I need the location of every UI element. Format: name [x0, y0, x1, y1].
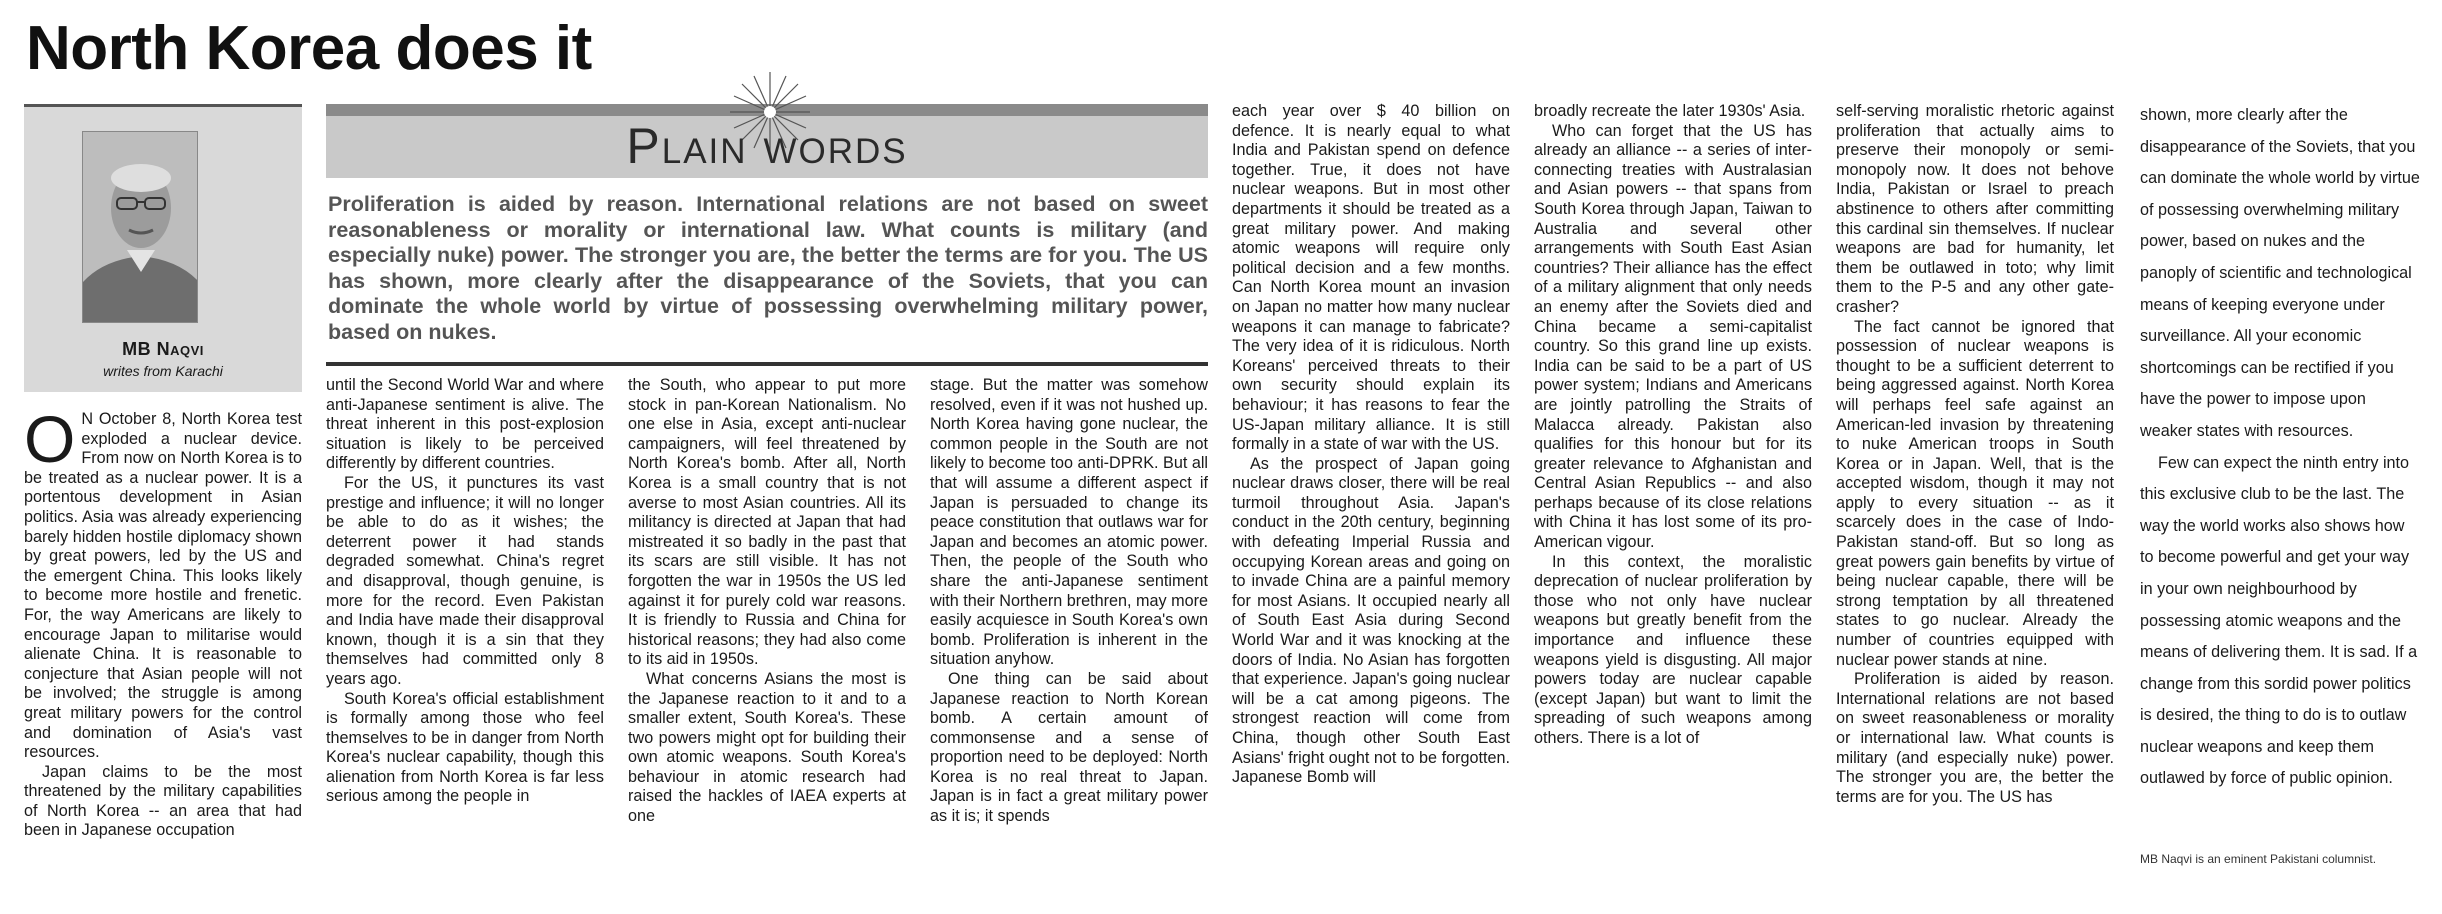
article-column-7 — [1836, 102, 2114, 910]
paragraph: each year over $ 40 billion on defence. It is nearly equal to what India and Pakistan spend on defence together. True, it does not have nuclear weapons. But in most other departments it should be treated as a great military power. And making atomic weapons will require only political decision and a few months. Can North Korea mount an invasion on Japan no matter how many nuclear weapons it can manage to fabricate? The very idea of it is ridiculous. North Koreans' perceived threats to their own security should explain its behaviour; it has reasons to fear the US-Japan military alliance. It is still formally in a state of war with the US. — [1232, 102, 1510, 454]
article-column-6 — [1534, 102, 1812, 910]
paragraph: until the Second World War and where anti-Japanese sentiment is alive. The threat inherent in this post-explosion situation is likely to be perceived differently by different countries. — [326, 376, 604, 473]
paragraph: What concerns Asians the most is the Japanese reaction to it and to a smaller extent, South Korea's. These two powers might opt for building their own atomic weapons. South Korea's behaviour in atomic research had raised the hackles of IAEA experts at one — [628, 669, 906, 826]
paragraph: N October 8, North Korea test exploded a nuclear device. From now on North Korea is to be treated as a nuclear power. It is a portentous development in Asian politics. Asia was already experiencing barely hidden hostile diplomacy shown by great powers, led by the US and the emergent China. This looks likely to become more hostile and frenetic. For, the way Americans are likely to encourage Japan to militarise would alienate China. It is reasonable to conjecture that Asian people will not be involved; the struggle is among great military powers for the control and domination of Asia's vast resources. — [24, 410, 302, 762]
paragraph: In this context, the moralistic deprecation of nuclear proliferation by those who not only have nuclear weapons but greatly benefit from the importance and influence these weapons yield is disgusting. All major powers today are nuclear capable (except Japan) but want to limit the spreading of such weapons among others. There is a lot of — [1534, 552, 1812, 747]
author-photo-icon — [83, 132, 198, 323]
column-title: Plain words — [626, 118, 908, 174]
paragraph: Japan claims to be the most threatened by the military capabilities of North Korea -- an area that had been in Japanese occupation — [24, 762, 302, 840]
paragraph: shown, more clearly after the disappearance of the Soviets, that you can dominate the whole world by virtue of possessing overwhelming military power, based on nukes and the panoply of scientific and technological means of keeping everyone under surveillance. All your economic shortcomings can be rectified if you have the power to impose upon weaker states with resources. — [2140, 106, 2420, 440]
author-box — [24, 104, 302, 392]
drop-cap: O — [24, 410, 76, 476]
paragraph: For the US, it punctures its vast prestige and influence; it will no longer be able to do as it wishes; the deterrent power it had stands degraded somewhat. China's regret and disapproval, though genuine, is more for the record. Even Pakistan and India have made their disapproval known, though it is a sin that they themselves had committed only 8 years ago. — [326, 473, 604, 688]
paragraph: As the prospect of Japan going nuclear draws closer, there will be real turmoil throughout Asia. Japan's conduct in the 20th century, beginning with defeating Imperial Russia and occupying Korean areas and going on to invade China are a painful memory for most Asians. It occupied nearly all of South East Asia during Second World War and it was knocking at the doors of India. No Asian has forgotten that experience. Japan's going nuclear will be a cat among pigeons. The strongest reaction will come from China, though other South East Asians' fright ought not to be forgotten. Japanese Bomb will — [1232, 454, 1510, 787]
headline: North Korea does it — [26, 14, 592, 83]
paragraph: Who can forget that the US has already an alliance -- a series of inter-connecting treaties with Australasian and Asian powers -- that spans from South Korea through Japan, Taiwan to Australia and several other arrangements with South East Asian countries? Their alliance has the effect of a military alignment that only needs an enemy after the Soviets died and China became a semi-capitalist country. So this grand line up exists. India can be said to be a part of US power system; Indians and Americans are jointly patrolling the Straits of Malacca already. Pakistan also qualifies for this honour but for its greater relevance to Afghanistan and Central Asian Republics -- and also perhaps because of its close relations with China it has lost some of its pro-American vigour. — [1534, 121, 1812, 552]
divider — [326, 362, 1208, 366]
paragraph: stage. But the matter was somehow resolved, even if it was not hushed up. North Korea having gone nuclear, the common people in the South are not likely to become too anti-DPRK. But all that will assume a different aspect if Japan is persuaded to change its peace constitution that outlaws war for Japan and becomes an atomic power. Then, the people of the South who share the anti-Japanese sentiment with their Northern brethren, may more easily acquiesce in South Korea's own bomb. Proliferation is inherent in the situation anyhow. — [930, 376, 1208, 669]
paragraph: South Korea's official establishment is formally among those who feel themselves to be in danger from North Korea's nuclear capability, though this alienation from North Korea is far less serious among the people in — [326, 689, 604, 806]
article-column-2 — [326, 376, 604, 910]
paragraph: One thing can be said about Japanese reaction to North Korean bomb. A certain amount of commonsense and a sense of proportion need to be deployed: North Korea is no real threat to Japan. Japan is in fact a great military power as it is; it spends — [930, 669, 1208, 826]
article-column-1 — [24, 410, 302, 910]
article-column-4 — [930, 376, 1208, 910]
author-name: MB Naqvi — [122, 339, 204, 359]
author-bio: MB Naqvi is an eminent Pakistani columnist. — [2140, 852, 2377, 866]
paragraph: self-serving moralistic rhetoric against proliferation that actually aims to preserve their monopoly or semi-monopoly now. It does not behove India, Pakistan or Israel to preach abstinence to others after committing this cardinal sin themselves. If nuclear weapons are bad for humanity, let them be outlawed in toto; why limit them to the P-5 and any other gate-crasher? — [1836, 102, 2114, 316]
paragraph: broadly recreate the later 1930s' Asia. — [1534, 102, 1806, 120]
author-location: writes from Karachi — [103, 363, 223, 379]
paragraph: Proliferation is aided by reason. International relations are not based on sweet reasonableness or morality or international law. What counts is military (and especially nuke) power. The stronger you are, the better the terms are for you. The US has — [1836, 670, 2114, 806]
pullquote: Proliferation is aided by reason. International relations are not based on sweet reasonableness or morality or international law. What counts is military (and especially nuke) power. The stronger you are, the better the terms are for you. The US has shown, more clearly after the disappearance of the Soviets, that you can dominate the whole world by virtue of possessing overwhelming military power, based on nukes. — [328, 192, 1208, 344]
author-portrait — [82, 131, 198, 323]
paragraph: The fact cannot be ignored that possession of nuclear weapons is thought to be a sufficient deterrent to being aggressed against. North Korea will perhaps feel safe against an American-led invasion by threatening to nuke American troops in South Korea or in Japan. Well, that is the accepted wisdom, though it may not apply to every situation -- as it scarcely does in the case of Indo-Pakistan stand-off. But so long as great powers gain benefits by virtue of being nuclear capable, there will be strong temptation by all threatened states to go nuclear. Already the number of countries equipped with nuclear power stands at nine. — [1836, 317, 2114, 669]
article-column-5 — [1232, 102, 1510, 910]
article-column-3 — [628, 376, 906, 910]
paragraph: the South, who appear to put more stock in pan-Korean Nationalism. No one else in Asia, except anti-nuclear campaigners, will feel threatened by North Korea's bomb. After all, North Korea is a small country that is not averse to most Asian countries. All its militancy is directed at Japan that had mistreated it so badly in the past that its scars are still visible. It has not forgotten the war in 1950s the US led against it for purely cold war reasons. It is friendly to Russia and China for historical reasons; they had also come to its aid in 1950s. — [628, 376, 906, 669]
paragraph: Few can expect the ninth entry into this exclusive club to be the last. The way the world works also shows how to become powerful and get your way in your own neighbourhood by possessing atomic weapons and the means of delivering them. It is sad. If a change from this sordid power politics is desired, the thing to do is to outlaw nuclear weapons and keep them outlawed by force of public opinion. — [2140, 453, 2418, 788]
article-column-8 — [2140, 100, 2422, 830]
